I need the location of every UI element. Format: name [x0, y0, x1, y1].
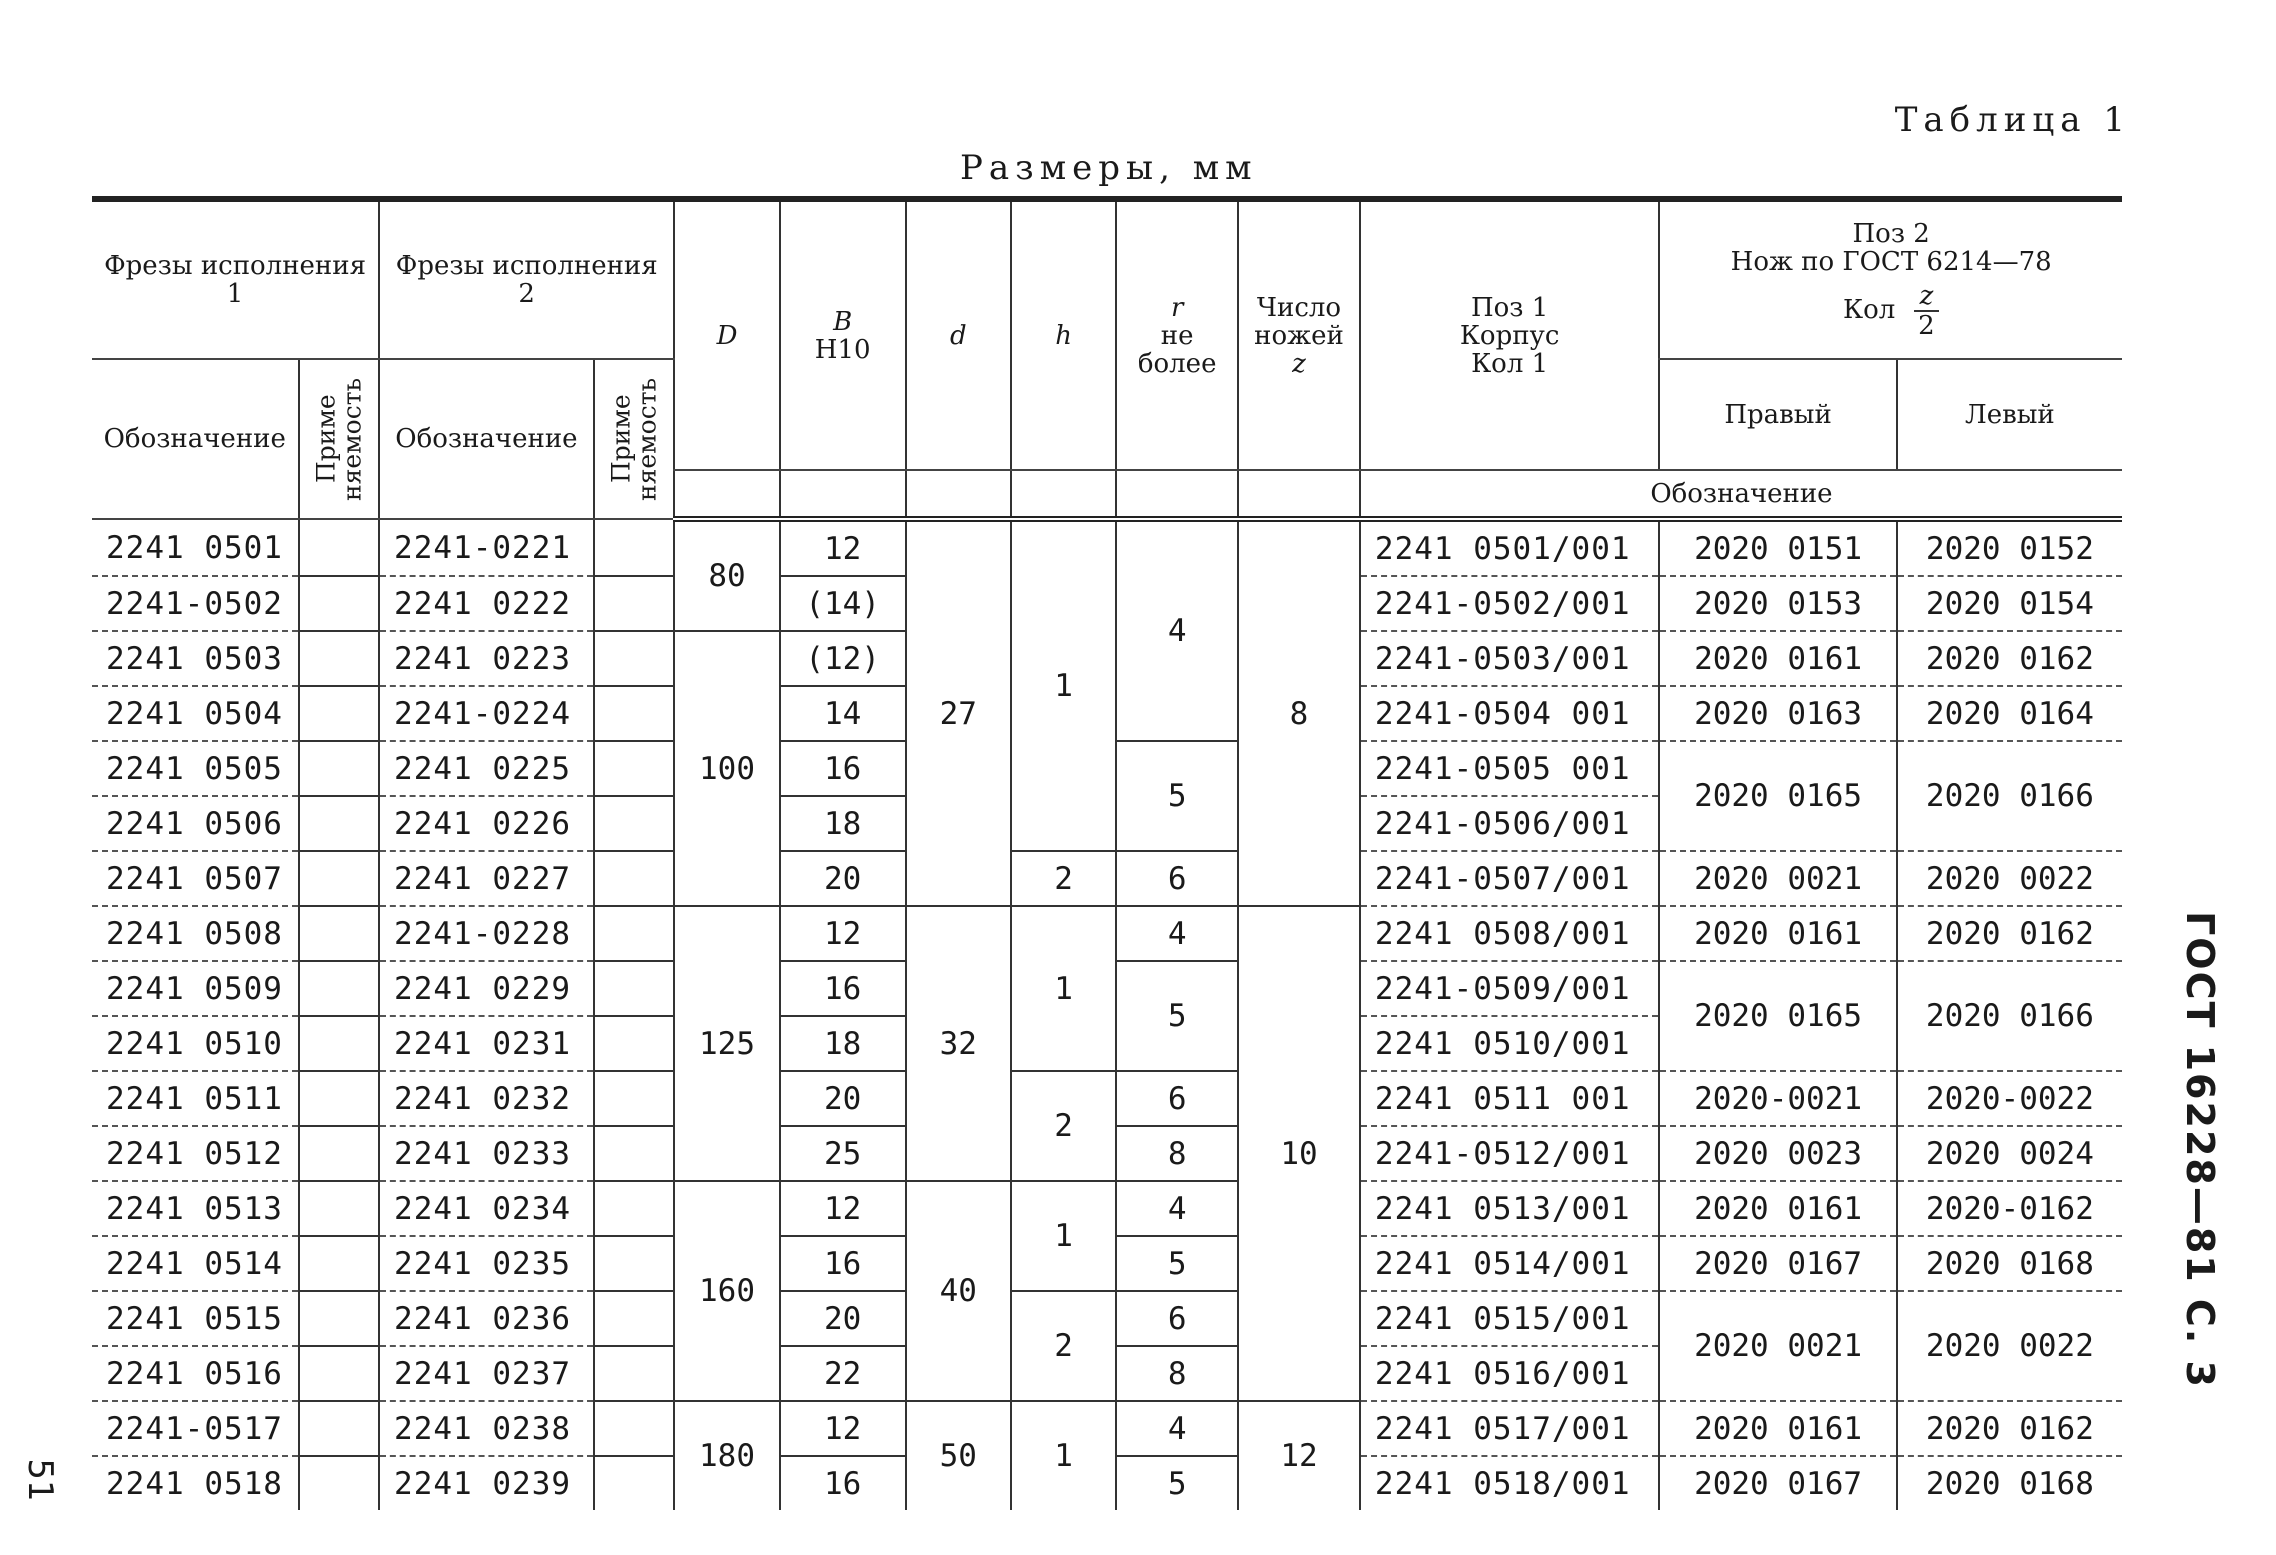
B-cell: 20 [780, 1291, 906, 1346]
r-cell: 4 [1116, 1401, 1238, 1456]
applicability-cell [594, 961, 675, 1016]
right-knife-cell: 2020 0161 [1659, 906, 1896, 961]
right-knife-cell: 2020 0151 [1659, 519, 1896, 576]
B-cell: 12 [780, 1181, 906, 1236]
header-D: D [674, 199, 779, 470]
r-cell: 6 [1116, 1071, 1238, 1126]
header-h: h [1011, 199, 1116, 470]
designation-cell: 2241 0222 [379, 576, 594, 631]
z-cell: 8 [1238, 519, 1360, 906]
applicability-cell [594, 1291, 675, 1346]
body-cell: 2241-0512/001 [1360, 1126, 1659, 1181]
left-knife-cell: 2020 0154 [1897, 576, 2122, 631]
B-cell: 14 [780, 686, 906, 741]
D-cell: 180 [674, 1401, 779, 1510]
designation-cell: 2241 0235 [379, 1236, 594, 1291]
header-pos1-qty: Кол 1 [1471, 348, 1549, 379]
designation-cell: 2241-0224 [379, 686, 594, 741]
applicability-cell [299, 1071, 380, 1126]
left-knife-cell: 2020 0166 [1897, 741, 2122, 851]
designation-cell: 2241 0508 [92, 906, 299, 961]
applicability-cell [299, 851, 380, 906]
applicability-cell [594, 1181, 675, 1236]
designation-cell: 2241 0509 [92, 961, 299, 1016]
B-cell: 16 [780, 1236, 906, 1291]
body-cell: 2241 0510/001 [1360, 1016, 1659, 1071]
left-knife-cell: 2020 0024 [1897, 1126, 2122, 1181]
B-cell: 12 [780, 519, 906, 576]
right-knife-cell: 2020 0021 [1659, 851, 1896, 906]
B-cell: 20 [780, 1071, 906, 1126]
applicability-cell [594, 1071, 675, 1126]
applicability-cell [299, 1236, 380, 1291]
body-cell: 2241-0506/001 [1360, 796, 1659, 851]
body-cell: 2241-0505 001 [1360, 741, 1659, 796]
left-knife-cell: 2020 0162 [1897, 1401, 2122, 1456]
header-r-cont [1116, 470, 1238, 519]
header-r [1116, 199, 1238, 470]
designation-cell: 2241 0514 [92, 1236, 299, 1291]
designation-cell: 2241 0513 [92, 1181, 299, 1236]
header-B-label: B [833, 306, 853, 337]
applicability-cell [299, 1456, 380, 1510]
designation-cell: 2241 0518 [106, 1465, 283, 1502]
r-cell: 6 [1116, 851, 1238, 906]
header-applicability-1: Приме няемость [299, 359, 380, 519]
designation-cell: 2241 0511 [92, 1071, 299, 1126]
applicability-cell [299, 576, 380, 631]
dimensions-table [92, 196, 2122, 1510]
applicability-cell [299, 796, 380, 851]
header-knives-label: Число ножей [1254, 292, 1344, 351]
right-knife-cell: 2020 0161 [1659, 1181, 1896, 1236]
designation-cell: 2241-0228 [379, 906, 594, 961]
left-knife-cell: 2020 0168 [1897, 1236, 2122, 1291]
applicability-cell [299, 906, 380, 961]
right-knife-cell: 2020 0161 [1659, 631, 1896, 686]
B-cell: 25 [780, 1126, 906, 1181]
right-knife-cell: 2020 0023 [1659, 1126, 1896, 1181]
applicability-cell [594, 1016, 675, 1071]
B-cell: 16 [780, 741, 906, 796]
right-knife-cell: 2020 0161 [1659, 1401, 1896, 1456]
applicability-cell [594, 741, 675, 796]
d-cell: 40 [906, 1181, 1011, 1401]
left-knife-cell: 2020 0022 [1897, 851, 2122, 906]
header-pos2 [1659, 199, 2122, 359]
header-B-cont [780, 470, 906, 519]
header-B-tolerance: H10 [814, 334, 871, 365]
D-cell: 160 [674, 1181, 779, 1401]
body-cell: 2241-0507/001 [1360, 851, 1659, 906]
fraction-numerator: z [1914, 282, 1940, 312]
table-row [92, 851, 2122, 906]
designation-cell: 2241-0502 [92, 576, 299, 631]
header-h-cont [1011, 470, 1116, 519]
B-cell: (12) [780, 631, 906, 686]
header-B [780, 199, 906, 470]
header-pos2-knife: Нож по ГОСТ 6214—78 [1730, 247, 2052, 277]
header-pos2-qty [1664, 282, 2118, 340]
h-cell: 1 [1011, 519, 1116, 851]
header-knives-z: z [1292, 348, 1306, 379]
B-cell: 22 [780, 1346, 906, 1401]
applicability-cell [594, 1236, 675, 1291]
table-row [92, 906, 2122, 961]
z-cell: 12 [1238, 1401, 1360, 1510]
right-knife-cell: 2020 0163 [1659, 686, 1896, 741]
left-knife-cell: 2020-0022 [1897, 1071, 2122, 1126]
applicability-cell [594, 576, 675, 631]
header-r-label: r [1170, 292, 1184, 323]
applicability-cell [299, 1126, 380, 1181]
B-cell: 12 [780, 906, 906, 961]
applicability-cell [299, 686, 380, 741]
header-pos1-body: Корпус [1459, 320, 1560, 351]
header-knives [1238, 199, 1360, 470]
header-left: Левый [1897, 359, 2122, 470]
header-D-cont [674, 470, 779, 519]
body-cell: 2241 0513/001 [1360, 1181, 1659, 1236]
D-cell: 125 [674, 906, 779, 1181]
applicability-cell [299, 741, 380, 796]
table-body [92, 519, 2122, 1510]
h-cell: 2 [1011, 851, 1116, 906]
body-cell: 2241 0501/001 [1360, 519, 1659, 576]
applicability-cell [299, 519, 380, 576]
table-row [92, 1291, 2122, 1346]
designation-cell: 2241-0517 [92, 1401, 299, 1456]
applicability-cell [299, 1016, 380, 1071]
designation-cell: 2241 0229 [379, 961, 594, 1016]
body-cell: 2241 0514/001 [1360, 1236, 1659, 1291]
designation-cell: 2241 0501 [92, 519, 299, 576]
right-knife-cell: 2020 0021 [1659, 1291, 1896, 1401]
h-cell: 2 [1011, 1071, 1116, 1181]
right-knife-cell: 2020-0021 [1659, 1071, 1896, 1126]
header-pos2-label: Поз 2 [1852, 219, 1930, 249]
applicability-cell [299, 1291, 380, 1346]
h-cell: 1 [1011, 1181, 1116, 1291]
applicability-cell [594, 631, 675, 686]
fraction-denominator: 2 [1918, 311, 1935, 341]
designation-cell: 2241 0506 [92, 796, 299, 851]
body-cell: 2241 0515/001 [1360, 1291, 1659, 1346]
designation-cell: 2241 0236 [379, 1291, 594, 1346]
table-caption: Таблица 1 [1894, 100, 2131, 140]
B-cell: 20 [780, 851, 906, 906]
body-cell: 2241 0517/001 [1360, 1401, 1659, 1456]
B-cell: 18 [780, 1016, 906, 1071]
applicability-cell [594, 686, 675, 741]
body-cell: 2241 0516/001 [1360, 1346, 1659, 1401]
designation-cell: 2241 0233 [379, 1126, 594, 1181]
applicability-cell [594, 519, 675, 576]
designation-cell: 2241 0232 [379, 1071, 594, 1126]
applicability-cell [299, 961, 380, 1016]
applicability-cell [594, 796, 675, 851]
body-cell: 2241-0504 001 [1360, 686, 1659, 741]
designation-cell: 2241 0505 [92, 741, 299, 796]
header-pos1-label: Поз 1 [1470, 292, 1549, 323]
right-knife-cell: 2020 0165 [1659, 961, 1896, 1071]
h-cell: 2 [1011, 1291, 1116, 1401]
r-cell: 5 [1116, 741, 1238, 851]
header-right: Правый [1659, 359, 1896, 470]
B-cell: 12 [780, 1401, 906, 1456]
table-row [92, 1401, 2122, 1456]
header-d: d [906, 199, 1011, 470]
r-cell: 5 [1116, 961, 1238, 1071]
body-cell: 2241 0518/001 [1360, 1456, 1659, 1510]
r-cell: 5 [1116, 1236, 1238, 1291]
body-cell: 2241-0503/001 [1360, 631, 1659, 686]
right-knife-cell: 2020 0167 [1659, 1236, 1896, 1291]
header-designation-1: Обозначение [92, 359, 299, 519]
header-applicability-2: Приме няемость [594, 359, 675, 519]
designation-cell: 2241 0237 [379, 1346, 594, 1401]
header-knives-cont [1238, 470, 1360, 519]
left-knife-cell: 2020 0164 [1897, 686, 2122, 741]
applicability-cell [594, 1456, 675, 1510]
r-cell: 4 [1116, 1181, 1238, 1236]
r-cell: 4 [1116, 906, 1238, 961]
header-cutters-1: Фрезы исполнения 1 [92, 199, 379, 359]
body-cell: 2241 0511 001 [1360, 1071, 1659, 1126]
r-cell: 5 [1116, 1456, 1238, 1510]
header-d-cont [906, 470, 1011, 519]
body-cell: 2241-0502/001 [1360, 576, 1659, 631]
standard-code: ГОСТ 16228—81 С. 3 [2178, 911, 2222, 1389]
designation-cell: 2241 0507 [92, 851, 299, 906]
body-cell: 2241 0508/001 [1360, 906, 1659, 961]
designation-cell: 2241 0239 [379, 1456, 594, 1510]
B-cell: 18 [780, 796, 906, 851]
designation-cell: 2241 0516 [92, 1346, 299, 1401]
applicability-cell [594, 851, 675, 906]
designation-cell: 2241 0231 [379, 1016, 594, 1071]
left-knife-cell: 2020 0022 [1897, 1291, 2122, 1401]
header-r-note: не более [1137, 320, 1217, 379]
header-designation-bottom: Обозначение [1360, 470, 2122, 519]
z-cell: 10 [1238, 906, 1360, 1401]
applicability-cell [299, 1181, 380, 1236]
designation-cell: 2241 0225 [379, 741, 594, 796]
applicability-cell [594, 1346, 675, 1401]
designation-cell: 2241 0238 [379, 1401, 594, 1456]
designation-cell: 2241 0510 [92, 1016, 299, 1071]
left-knife-cell: 2020-0162 [1897, 1181, 2122, 1236]
header-designation-2: Обозначение [379, 359, 594, 519]
h-cell: 1 [1011, 1401, 1116, 1510]
designation-cell: 2241-0221 [379, 519, 594, 576]
B-cell: 16 [780, 1456, 906, 1510]
d-cell: 32 [906, 906, 1011, 1181]
page-number: 51 [20, 1458, 60, 1502]
header-pos2-qty-label: Кол [1843, 295, 1896, 325]
designation-cell: 2241 0234 [379, 1181, 594, 1236]
applicability-cell [299, 1401, 380, 1456]
applicability-cell [594, 1126, 675, 1181]
right-knife-cell: 2020 0153 [1659, 576, 1896, 631]
dimensions-caption: Размеры, мм [960, 148, 1258, 188]
header-cutters-2: Фрезы исполнения 2 [379, 199, 674, 359]
d-cell: 50 [906, 1401, 1011, 1510]
table-row [92, 1181, 2122, 1236]
left-knife-cell: 2020 0166 [1897, 961, 2122, 1071]
header-pos1 [1360, 199, 1659, 470]
body-cell: 2241-0509/001 [1360, 961, 1659, 1016]
D-cell: 80 [674, 519, 779, 631]
designation-cell: 2241 0226 [379, 796, 594, 851]
r-cell: 8 [1116, 1346, 1238, 1401]
table-row [92, 1071, 2122, 1126]
left-knife-cell: 2020 0162 [1897, 631, 2122, 686]
applicability-cell [299, 1346, 380, 1401]
designation-cell: 2241 0504 [92, 686, 299, 741]
left-knife-cell: 2020 0152 [1897, 519, 2122, 576]
designation-cell: 2241 0503 [92, 631, 299, 686]
header-pos2-fraction [1914, 282, 1940, 340]
D-cell: 100 [674, 631, 779, 906]
applicability-cell [594, 1401, 675, 1456]
designation-cell: 2241 0223 [379, 631, 594, 686]
left-knife-cell: 2020 0168 [1897, 1456, 2122, 1510]
r-cell: 4 [1116, 519, 1238, 741]
B-cell: (14) [780, 576, 906, 631]
left-knife-cell: 2020 0162 [1897, 906, 2122, 961]
r-cell: 6 [1116, 1291, 1238, 1346]
r-cell: 8 [1116, 1126, 1238, 1181]
designation-cell: 2241 0227 [379, 851, 594, 906]
table-row [92, 519, 2122, 576]
B-cell: 16 [780, 961, 906, 1016]
designation-cell: 2241 0512 [92, 1126, 299, 1181]
applicability-cell [594, 906, 675, 961]
designation-cell: 2241 0515 [92, 1291, 299, 1346]
right-knife-cell: 2020 0167 [1659, 1456, 1896, 1510]
right-knife-cell: 2020 0165 [1659, 741, 1896, 851]
h-cell: 1 [1011, 906, 1116, 1071]
applicability-cell [299, 631, 380, 686]
d-cell: 27 [906, 519, 1011, 906]
